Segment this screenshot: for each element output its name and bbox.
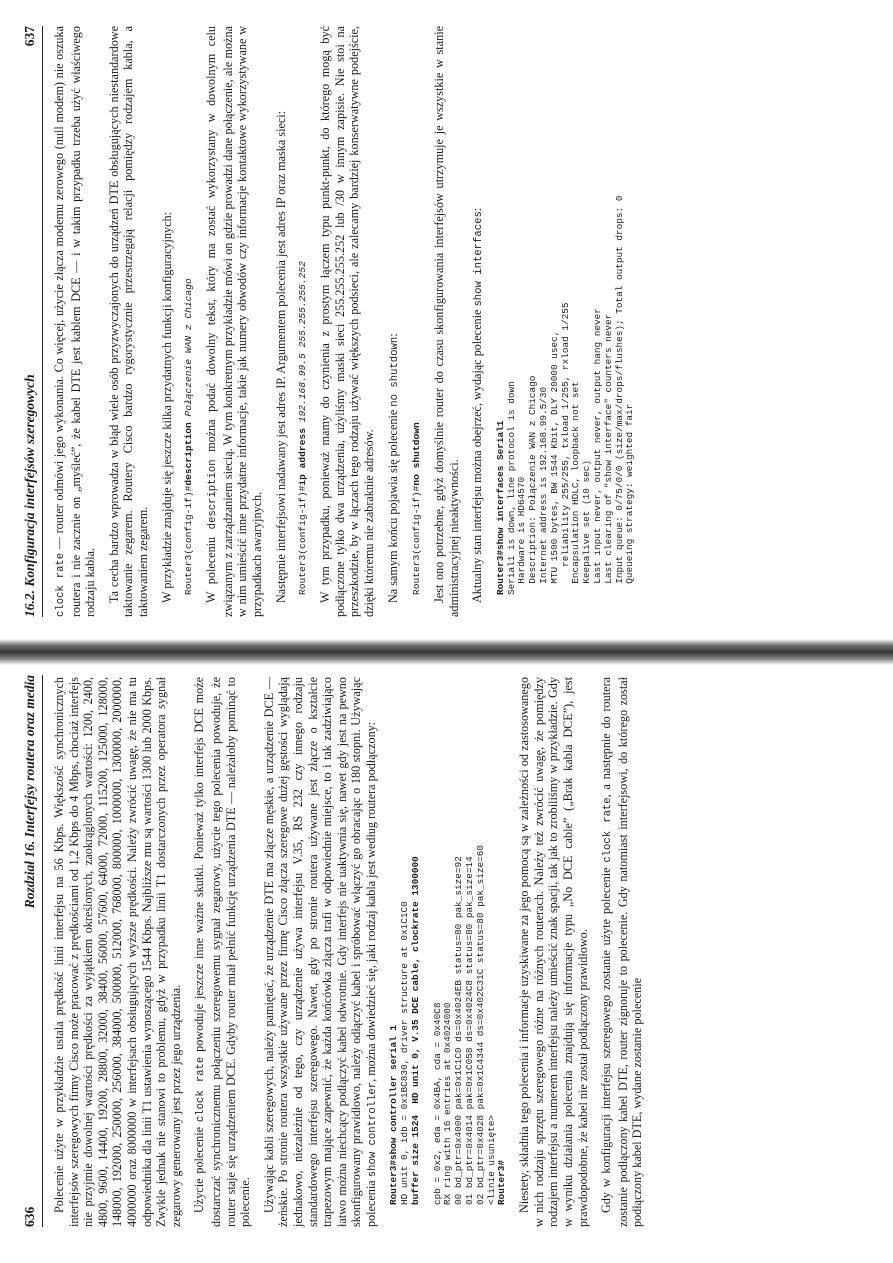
code-line: Last clearing of "show interface" counters never xyxy=(602,313,614,595)
code-line: Internet address is 192.168.99.5/30 xyxy=(538,386,550,595)
code-line: Input queue: 0/75/0/0 (size/max/drops/flushes); Total output drops: 0 xyxy=(613,195,625,595)
paragraph: Ta cecha bardzo wprowadza w błąd wiele osób przyzwyczajonych do urządzeń DTE obsługujących niestandardowe taktowanie zegarem. Routery Cisco bardzo rygorystycznie przestrzegają relacji pomiędzy rodzajem kabla, a taktowaniem zegarem. xyxy=(106,26,150,617)
paragraph: Polecenie użyte w przykładzie ustala prędkość linii interfejsu na 56 Kbps. Większość synchronicznych interfejsów szeregowych firmy Cisco może pracować z prędkościami od 1,2 Kbps do 4 Mbps, chociaż interfejs nie przyjmie dowolnej wartości prędkości za wyjątkiem określonych, zaokrąglonych wartości: 1200, 2400, 4800, 9600, 14400, 19200, 28800, 32000, 38400, 56000, 57600, 64000, 72000, 115200, 125000, 128000, 148000, 192000, 250000, 256000, 384000, 500000, 512000, 768000, 800000, 1000000, 1300000, 2000000, 4000000 oraz 8000000 w interfejsach obsługujących wyższe prędkości. Należy zwrócić uwagę, że nie ma tu odpowiednika dla linii T1 ustawienia wynoszącego 1544 Kbps. Najbliższe mu są wartości 1300 lub 2000 Kbps. Zwykle jednak nie stanowi to problemu, gdyż w przypadku linii T1 dostarczonych przez operatora sygnał zegarowy generowany jest przez jego urządzenia. xyxy=(52,677,183,1227)
code-line: MTU 1500 bytes, BW 1544 Kbit, DLY 20000 usec, xyxy=(548,330,560,595)
code-line: <linie usunięte> xyxy=(485,1114,497,1205)
code-line: cpb = 0x2, eda = 0x4BA, cda = 0x40C8 xyxy=(431,1002,443,1205)
code-line: Queueing strategy: weighted fair xyxy=(624,403,636,595)
code-line: Router3# xyxy=(496,1159,508,1205)
code-line: Router3#show controller serial 1 xyxy=(388,1024,400,1205)
code-line: Router3(config-if)#description Połączenie WAN z Chicago xyxy=(183,278,195,595)
inline-code: clock rate xyxy=(602,797,615,863)
code-line: RX ring with 16 entries at 0x4024000 xyxy=(442,1002,454,1205)
paragraph: Na samym końcu pojawia się polecenie no shutdown: xyxy=(385,333,401,603)
code-line: Keepalive set (10 sec) xyxy=(581,459,593,595)
code-line: 01 bd_ptr=0x4014 pak=0x1C058 ds=0x4024C8 status=80 pak_size=14 xyxy=(464,856,476,1205)
paragraph: Aktualny stan interfejsu można obejrzeć, wydając polecenie show interfaces: xyxy=(470,207,486,603)
left-page xyxy=(0,663,893,1263)
paragraph: Jest ono potrzebne, gdyż domyślnie router do czasu skonfigurowania interfejsów utrzymuje je wszystkie w stanie administracyjnej nieaktywności. xyxy=(432,26,461,617)
code-line: Last input never, output never, output hang never xyxy=(592,308,604,595)
inline-code: description xyxy=(207,459,220,530)
code-line: 00 bd_ptr=0x4000 pak=0x1C1C0 ds=0x4024EB status=80 pak_size=92 xyxy=(453,856,465,1205)
paragraph: W przykładzie znajduje się jeszcze kilka przydatnych funkcji konfiguracyjnych: xyxy=(159,212,174,603)
paragraph: W tym przypadku, ponieważ mamy do czynienia z prostym łączem typu punkt-punkt, do którego mogą być podłączone tylko dwa urządzenia, użyliśmy maski sieci 255.255.255.252 lub /30 w innym zapisie. Nie stoi na przeszkodzie, by w łączach tego rodzaju używać większych podsieci, ale zalecamy bardziej konserwatywne podejście, dzięki któremu nie zabraknie adresów. xyxy=(318,26,376,617)
paragraph: W poleceniu description można podać dowolny tekst, który ma zostać wykorzystany w dowolnym celu związanym z zarządzaniem siecią. W tym konkretnym przykładzie mówi on gdzie prowadzi dane połączenie, ale można w nim umieścić inne przydatne informacje, takie jak numery obwodów czy informacje kontaktowe wykorzystywane w przypadkach awaryjnych. xyxy=(204,26,264,617)
left-text-column xyxy=(52,677,654,1227)
paragraph: Używając kabli szeregowych, należy pamiętać, że urządzenie DTE ma złącze męskie, a urządzenie DCE — żeńskie. Po stronie routera wszystkie używane przez firmę Cisco złącza szeregowe dużej gęstości wyglądają jednakowo, niezależnie od tego, czy urządzenie używa interfejsu V.35, RS 232 czy innego rodzaju standardowego interfejsu szeregowego. Nawet, gdy po stronie routera używane jest złącze o kształcie trapezowym mające zapewnić, że każda końcówka złącza trafi w odpowiednie miejsce, to i tak zadziwiająco łatwo można niechcący podłączyć kabel odwrotnie. Gdy interfejs nie uaktywnia się, nawet gdy jest na pewno skonfigurowany prawidłowo, należy odłączyć kabel i spróbować włączyć go obracając o 180 stopni. Używając polecenia show controller, można dowiedzieć się, jaki rodzaj kabla jest według routera podłączony: xyxy=(261,677,379,1227)
code-line: Description: Połączenie WAN z Chicago xyxy=(527,375,539,595)
code-line: Hardware is HD64570 xyxy=(516,476,528,595)
code-line: reliability 255/255, txload 1/255, rxload 1/255 xyxy=(559,302,571,595)
code-line: Router3#show interfaces Serial1 xyxy=(494,420,506,595)
code-line: buffer size 1524 HD unit 0, V.35 DCE cable, clockrate 1300000 xyxy=(410,856,422,1205)
running-title: 16.2. Konfiguracja interfejsów szeregowych xyxy=(22,374,37,617)
code-line: Router3(config-if)#no shutdown xyxy=(411,422,423,595)
inline-code: no shutdown xyxy=(388,336,401,407)
page-number: 637 xyxy=(22,26,37,47)
inline-code: show controller xyxy=(366,1081,379,1178)
paragraph: Niestety, składnia tego polecenia i informacje uzyskiwane za jego pomocą są w zależności od zastosowanego w nich rodzaju sprzętu szeregowego różne na różnych routerach. Należy też zwrócić uwagę, że pomiędzy rodzajem interfejsu a numerem interfejsu należy umieścić znak spacji, tak jak to zrobiliśmy w przykładzie. Gdy w wyniku działania polecenia znajdują się informacje typu „No DCE cable” („Brak kabla DCE”), jest prawdopodobne, że kabel nie został podłączony prawidłowo. xyxy=(517,677,590,1227)
inline-code: clock rate xyxy=(55,552,67,617)
paragraph: Gdy w konfiguracji interfejsu szeregowego zostanie użyte polecenie clock rate, a następnie do routera zostanie podłączony kabel DTE, router zignoruje to polecenie. Gdy natomiast interfejsowi, do którego został podłączony kabel DTE, wydane zostanie polecenie xyxy=(599,677,645,1227)
code-line: Serial1 is down, line protocol is down xyxy=(505,381,517,595)
code-line: HD unit 0, idb = 0x1BC830, driver structure at 0x1C1C0 xyxy=(399,901,411,1205)
code-listing xyxy=(389,677,508,1205)
inline-code: clock rate xyxy=(195,1056,208,1123)
running-title: Rozdział 16. Interfejsy routera oraz media xyxy=(22,675,37,909)
inline-code: show interfaces xyxy=(473,211,486,307)
paragraph: clock rate — router odmówi jego wykonania. Co więcej, użycie złącza modemu zerowego (null modem) nie oszuka routera i nie zacznie on „myśleć”, że kabel DTE jest kablem DCE — i w takim przypadku trzeba użyć właściwego rodzaju kabla. xyxy=(52,26,98,617)
code-line: Router3(config-if)#ip address 192.168.99.5 255.255.255.252 xyxy=(297,261,309,595)
code-line: 02 bd_ptr=0x4028 pak=0x1C4344 ds=0x402C31C status=80 pak_size=60 xyxy=(474,844,486,1205)
code-line: Encapsulation HDLC, loopback not set xyxy=(570,381,582,595)
header-rule xyxy=(42,675,43,1227)
page-number: 636 xyxy=(22,1206,37,1227)
paragraph: Użycie polecenie clock rate powoduje jeszcze inne ważne skutki. Ponieważ tylko interfejs DCE może dostarczać synchronicznemu połączeniu szeregowemu sygnał zegarowy, użycie tego polecenia powoduje, że router staje się urządzeniem DCE. Gdyby router miał pełnić funkcję urządzenia DTE — należałoby pominąć to polecenie. xyxy=(192,676,253,1227)
code-listing xyxy=(496,26,636,595)
header-rule xyxy=(42,26,43,617)
right-text-column xyxy=(52,26,645,617)
paragraph: Następnie interfejsowi nadawany jest adres IP. Argumentem polecenia jest adres IP oraz maska sieci: xyxy=(273,110,288,603)
